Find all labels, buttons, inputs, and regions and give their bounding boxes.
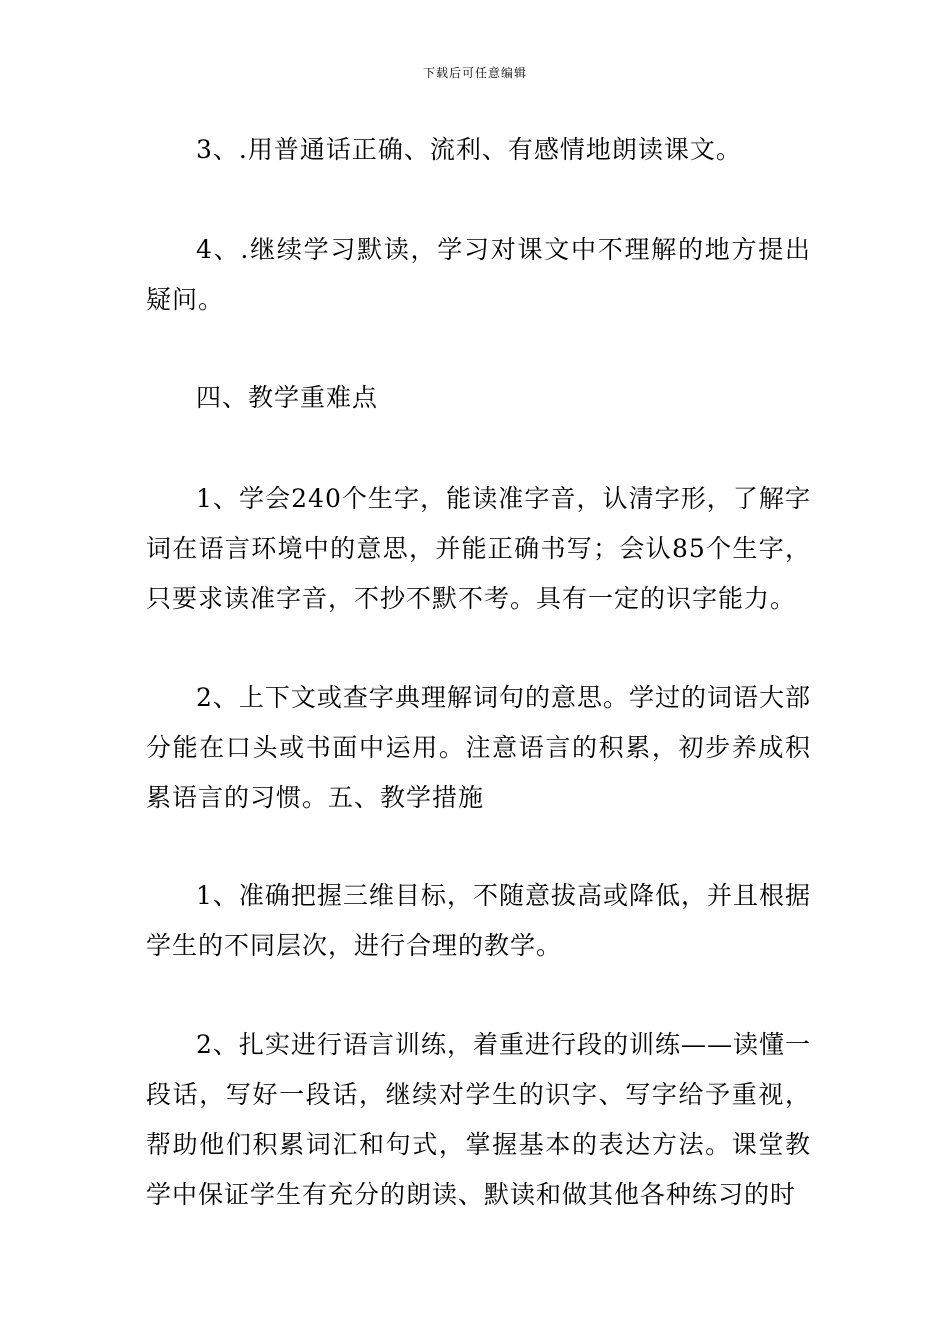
page-header: 下载后可任意编辑 — [422, 66, 527, 80]
paragraph-key-point-1: 1、学会240个生字，能读准字音，认清字形，了解字词在语言环境中的意思，并能正确书写；会认85个生字，只要求读准字音，不抄不默不考。具有一定的识字能力。 — [146, 484, 811, 613]
section-heading-key-points: 四、教学重难点 — [196, 383, 379, 412]
paragraph-goal-4: 4、.继续学习默读，学习对课文中不理解的地方提出疑问。 — [146, 235, 811, 314]
paragraph-goal-3: 3、.用普通话正确、流利、有感情地朗读课文。 — [196, 135, 742, 164]
paragraph-key-point-2: 2、上下文或查字典理解词句的意思。学过的词语大部分能在口头或书面中运用。注意语言的积累，初步养成积累语言的习惯。五、教学措施 — [146, 683, 811, 812]
paragraph-measure-2: 2、扎实进行语言训练，着重进行段的训练——读懂一段话，写好一段话，继续对学生的识字、写字给予重视，帮助他们积累词汇和句式，掌握基本的表达方法。课堂教学中保证学生有充分的朗读、默读和做其他各种练习的时 — [146, 1030, 811, 1209]
paragraph-measure-1: 1、准确把握三维目标，不随意拔高或降低，并且根据学生的不同层次，进行合理的教学。 — [146, 881, 811, 960]
